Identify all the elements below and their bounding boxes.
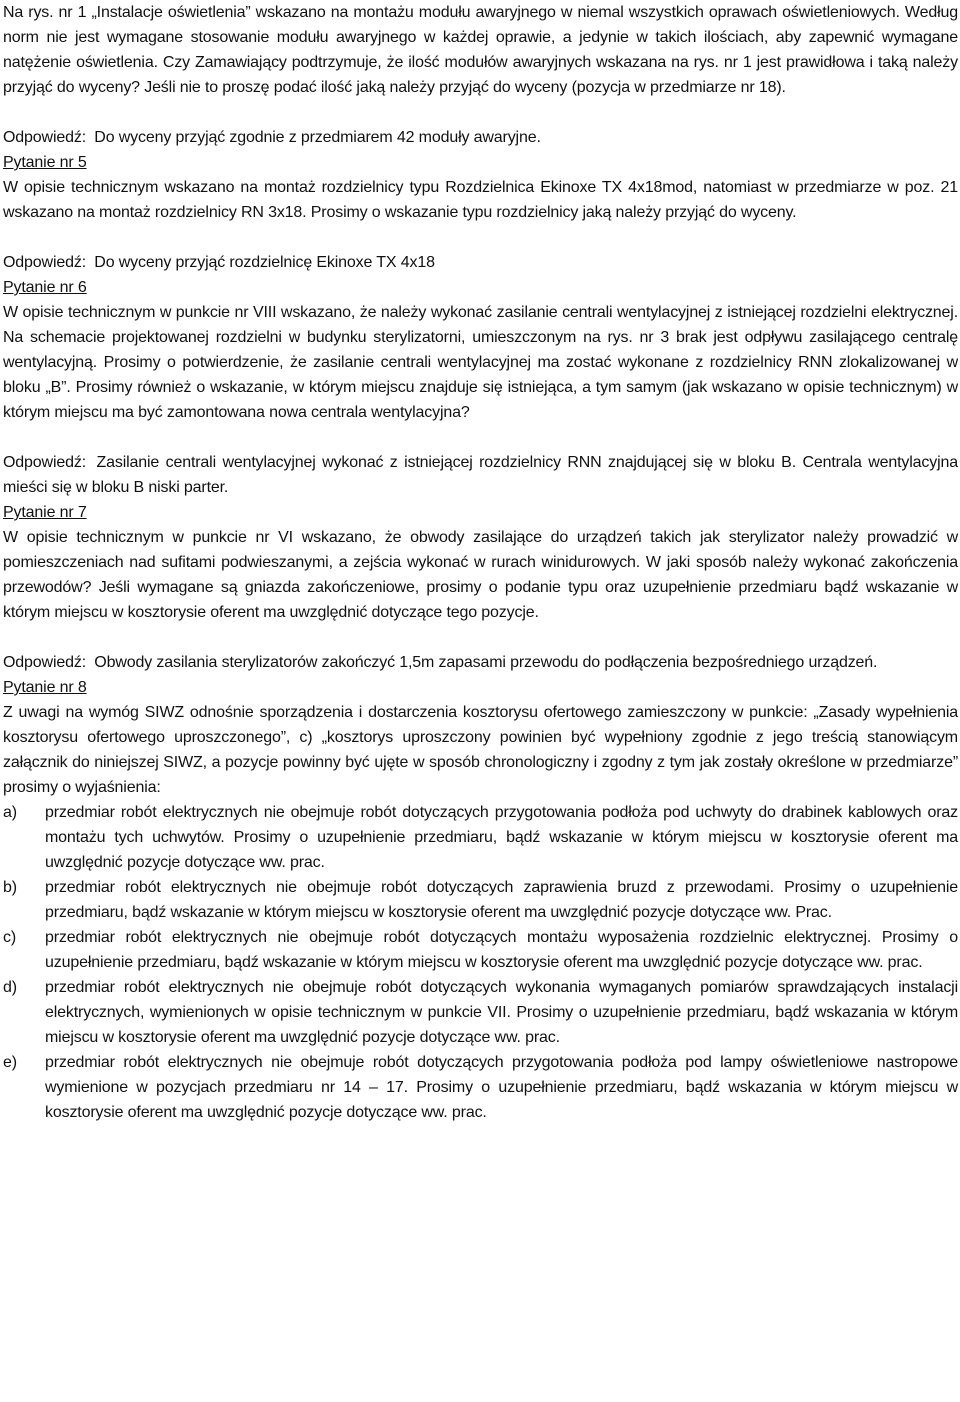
list-item: [3, 925, 958, 975]
answer-text: Zasilanie centrali wentylacyjnej wykonać z istniejącej rozdzielnicy RNN znajdującej się w bloku B. Centrala wentylacyjna mieści się w bloku B niski parter.: [3, 454, 958, 496]
answer-label: Odpowiedź:: [3, 654, 86, 671]
document-page: [3, 0, 958, 1125]
answer-text: Do wyceny przyjąć zgodnie z przedmiarem 42 moduły awaryjne.: [94, 129, 541, 146]
question-7-heading: Pytanie nr 7: [3, 504, 87, 521]
question-6-heading: Pytanie nr 6: [3, 279, 87, 296]
list-item: [3, 800, 958, 875]
list-marker: d): [3, 979, 17, 996]
list-item: [3, 1050, 958, 1125]
list-item-text: przedmiar robót elektrycznych nie obejmuje robót dotyczących montażu wyposażenia rozdzielnic elektrycznej. Prosimy o uzupełnienie przedmiaru, bądź wskazanie w którym miejscu w kosztorysie oferent ma uwzględnić pozycje dotyczące ww. prac.: [45, 929, 958, 971]
list-item-text: przedmiar robót elektrycznych nie obejmuje robót dotyczących zaprawienia bruzd z przewodami. Prosimy o uzupełnienie przedmiaru, bądź wskazanie w którym miejscu w kosztorysie oferent ma uwzględnić pozycje dotyczące ww. Prac.: [45, 879, 958, 921]
answer-label: Odpowiedź:: [3, 254, 86, 271]
list-marker: a): [3, 804, 17, 821]
list-marker: b): [3, 879, 17, 896]
list-marker: e): [3, 1054, 17, 1071]
intro-paragraph: Na rys. nr 1 „Instalacje oświetlenia” wskazano na montażu modułu awaryjnego w niemal wszystkich oprawach oświetleniowych. Według norm nie jest wymagane stosowanie modułu awaryjnego w każdej oprawie, a jedynie w takich ilościach, aby zapewnić wymagane natężenie oświetlenia. Czy Zamawiający podtrzymuje, że ilość modułów awaryjnych wskazana na rys. nr 1 jest prawidłowa i taką należy przyjąć do wyceny? Jeśli nie to proszę podać ilość jaką należy przyjąć do wyceny (pozycja w przedmiarze nr 18).: [3, 4, 958, 96]
question-8-list: [3, 800, 958, 1125]
answer-text: Obwody zasilania sterylizatorów zakończyć 1,5m zapasami przewodu do podłączenia bezpośredniego urządzeń.: [94, 654, 878, 671]
list-item: [3, 875, 958, 925]
answer-text: Do wyceny przyjąć rozdzielnicę Ekinoxe TX 4x18: [94, 254, 435, 271]
question-7-body: W opisie technicznym w punkcie nr VI wskazano, że obwody zasilające do urządzeń takich jak sterylizator należy prowadzić w pomieszczeniach nad sufitami podwieszanymi, a zejścia wykonać w rurach winidurowych. W jaki sposób należy wykonać zakończenia przewodów? Jeśli wymagane są gniazda zakończeniowe, prosimy o podanie typu oraz uzupełnienie przedmiaru bądź wskazanie w którym miejscu w kosztorysie oferent ma uwzględnić dotyczące tego pozycje.: [3, 529, 958, 621]
list-item-text: przedmiar robót elektrycznych nie obejmuje robót dotyczących przygotowania podłoża pod lampy oświetleniowe nastropowe wymienione w pozycjach przedmiaru nr 14 – 17. Prosimy o uzupełnienie przedmiaru, bądź wskazania w którym miejscu w kosztorysie oferent ma uwzględnić pozycje dotyczące ww. prac.: [45, 1054, 958, 1121]
question-5-answer: [3, 250, 958, 275]
list-marker: c): [3, 929, 17, 946]
question-6-answer: [3, 450, 958, 500]
question-7-answer: [3, 650, 958, 675]
answer-label: Odpowiedź:: [3, 454, 86, 471]
question-6: [3, 275, 958, 500]
question-5-body: W opisie technicznym wskazano na montaż rozdzielnicy typu Rozdzielnica Ekinoxe TX 4x18mod, natomiast w przedmiarze w poz. 21 wskazano na montaż rozdzielnicy RN 3x18. Prosimy o wskazanie typu rozdzielnicy jaką należy przyjąć do wyceny.: [3, 179, 958, 221]
question-5: [3, 150, 958, 275]
question-5-heading: Pytanie nr 5: [3, 154, 87, 171]
question-8: [3, 675, 958, 1125]
answer-paragraph: [3, 125, 958, 150]
question-6-body: W opisie technicznym w punkcie nr VIII wskazano, że należy wykonać zasilanie centrali wentylacyjnej z istniejącej rozdzielni elektrycznej. Na schemacie projektowanej rozdzielni w budynku sterylizatorni, umieszczonym na rys. nr 3 brak jest odpływu zasilającego centralę wentylacyjną. Prosimy o potwierdzenie, że zasilanie centrali wentylacyjnej ma zostać wykonane z rozdzielnicy RNN zlokalizowanej w bloku „B”. Prosimy również o wskazanie, w którym miejscu znajduje się istniejąca, a tym samym (jak wskazano w opisie technicznym) w którym miejscu ma być zamontowana nowa centrala wentylacyjna?: [3, 304, 958, 421]
list-item-text: przedmiar robót elektrycznych nie obejmuje robót dotyczących przygotowania podłoża pod uchwyty do drabinek kablowych oraz montażu tych uchwytów. Prosimy o uzupełnienie przedmiaru, bądź wskazanie w którym miejscu w kosztorysie oferent ma uwzględnić pozycje dotyczące ww. prac.: [45, 804, 958, 871]
question-8-body: Z uwagi na wymóg SIWZ odnośnie sporządzenia i dostarczenia kosztorysu ofertowego zamieszczony w punkcie: „Zasady wypełnienia kosztorysu ofertowego uproszczonego”, c) „kosztorys uproszczony powinien być wypełniony zgodnie z jego treścią stanowiącym załącznik do niniejszej SIWZ, a pozycje powinny być ujęte w sposób chronologiczny i zgodny z tym jak zostały określone w przedmiarze” prosimy o wyjaśnienia:: [3, 704, 958, 796]
question-8-heading: Pytanie nr 8: [3, 679, 87, 696]
answer-label: Odpowiedź:: [3, 129, 86, 146]
list-item: [3, 975, 958, 1050]
question-7: [3, 500, 958, 675]
list-item-text: przedmiar robót elektrycznych nie obejmuje robót dotyczących wykonania wymaganych pomiarów sprawdzających instalacji elektrycznych, wymienionych w opisie technicznym w punkcie VII. Prosimy o uzupełnienie przedmiaru, bądź wskazania w którym miejscu w kosztorysie oferent ma uwzględnić pozycje dotyczące ww. prac.: [45, 979, 958, 1046]
